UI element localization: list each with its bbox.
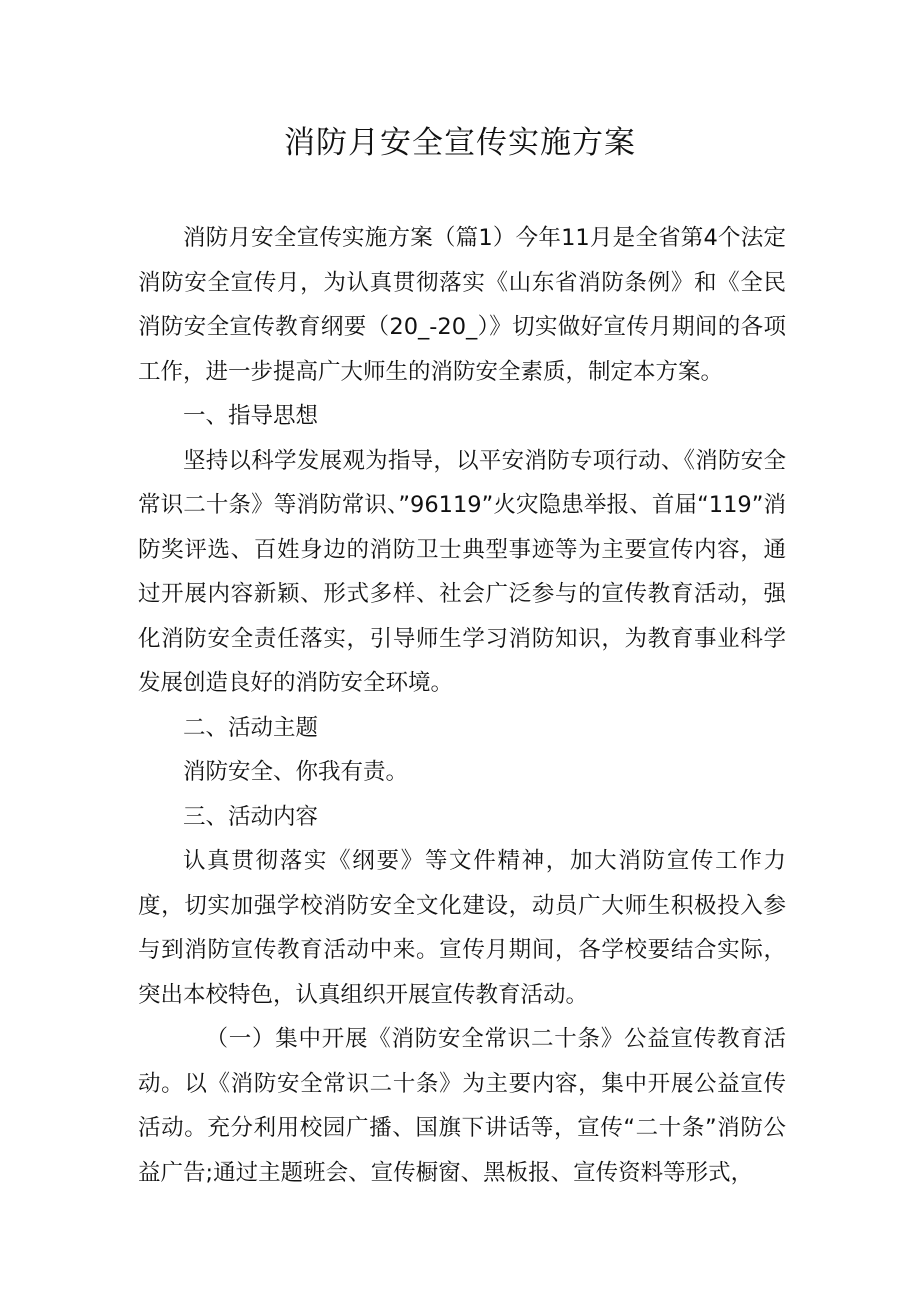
document-title: 消防月安全宣传实施方案 [284, 125, 636, 161]
document-body [138, 216, 786, 1195]
subsection-paragraph-1: （一）集中开展《消防安全常识二十条》公益宣传教育活动。以《消防安全常识二十条》为主要内容，集中开展公益宣传活动。充分利用校园广播、国旗下讲话等，宣传“二十条”消防公益广告;通过主题班会、宣传橱窗、黑板报、宣传资料等形式， [138, 1026, 786, 1186]
section-heading-activity-theme: 二、活动主题 [183, 714, 319, 741]
guiding-ideology-paragraph: 坚持以科学发展观为指导，以平安消防专项行动、《消防安全常识二十条》等消防常识、”96119”火灾隐患举报、首届“119”消防奖评选、百姓身边的消防卫士典型事迹等为主要宣传内容，通过开展内容新颖、形式多样、社会广泛参与的宣传教育活动，强化消防安全责任落实，引导师生学习消防知识，为教育事业科学发展创造良好的消防安全环境。 [138, 447, 786, 696]
section-heading-activity-content: 三、活动内容 [183, 803, 319, 830]
intro-paragraph: 消防月安全宣传实施方案（篇1）今年11月是全省第4个法定消防安全宣传月，为认真贯彻落实《山东省消防条例》和《全民消防安全宣传教育纲要（20_-20_）》切实做好宣传月期间的各项工作，进一步提高广大师生的消防安全素质，制定本方案。 [138, 225, 786, 385]
section-heading-guiding-ideology: 一、指导思想 [183, 403, 319, 429]
activity-content-paragraph: 认真贯彻落实《纲要》等文件精神，加大消防宣传工作力度，切实加强学校消防安全文化建设，动员广大师生积极投入参与到消防宣传教育活动中来。宣传月期间，各学校要结合实际，突出本校特色，认真组织开展宣传教育活动。 [138, 848, 786, 1008]
activity-theme-paragraph: 消防安全、你我有责。 [183, 759, 409, 785]
